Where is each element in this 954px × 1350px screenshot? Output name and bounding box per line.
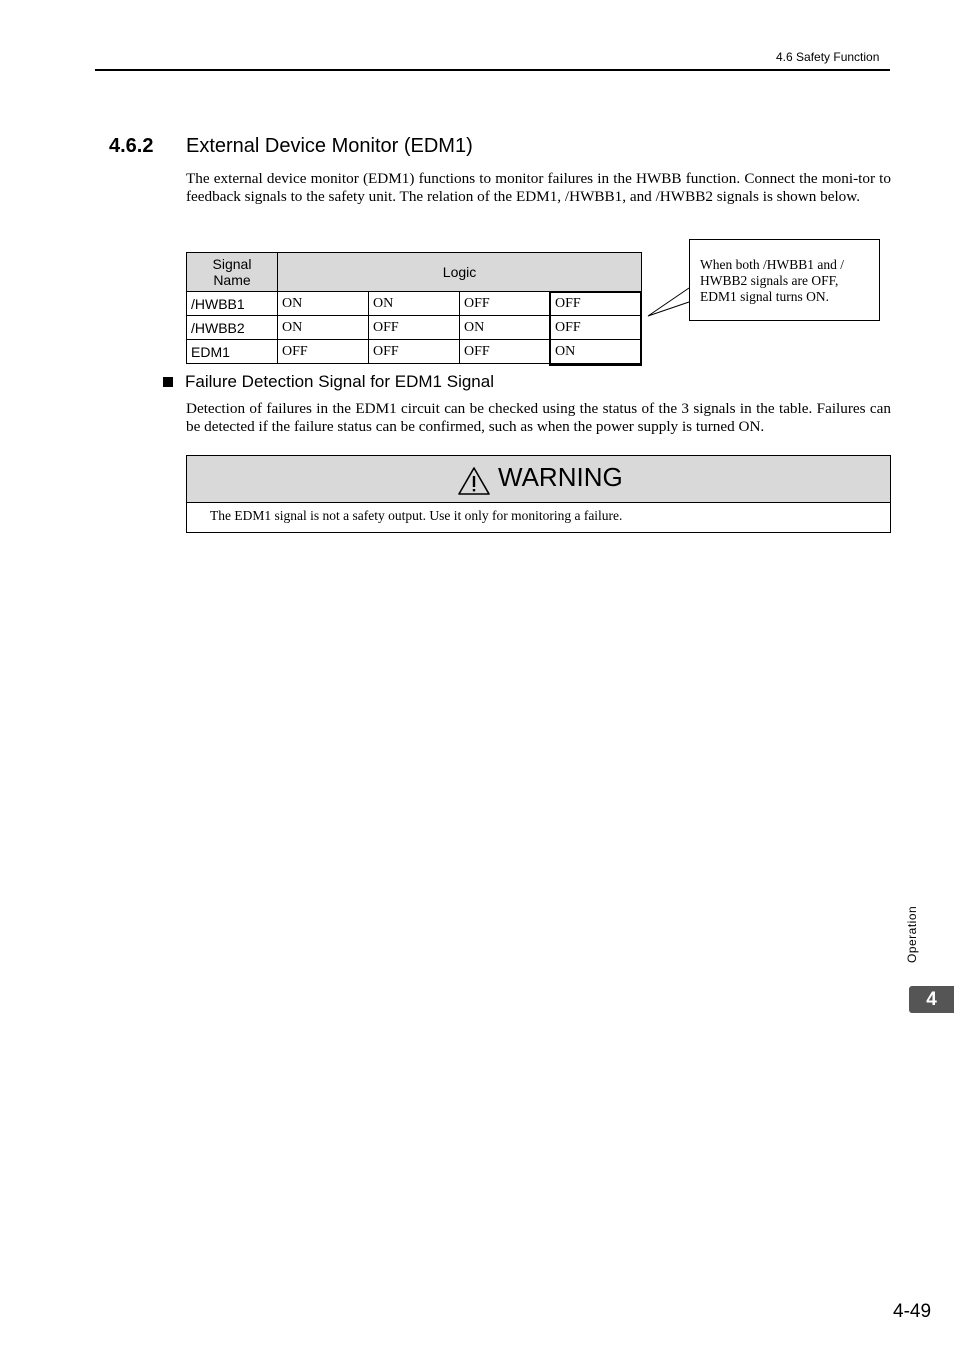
table-header-row: [187, 253, 642, 292]
side-section-label: Operation: [905, 905, 919, 963]
warning-box: [186, 455, 891, 533]
logic-cell: ON: [551, 340, 642, 364]
warning-title: WARNING: [498, 462, 623, 492]
signal-name-cell: /HWBB1: [187, 292, 278, 316]
square-bullet-icon: [163, 377, 173, 387]
subsection-title: Failure Detection Signal for EDM1 Signal: [185, 372, 494, 391]
logic-cell: ON: [278, 292, 369, 316]
intro-paragraph: The external device monitor (EDM1) functions to monitor failures in the HWBB function. Connect the moni-tor to feedback signals to the safety unit. The relation of the EDM1, /HWBB1, and /HWBB2 signals is shown below.: [186, 170, 891, 205]
logic-cell: OFF: [369, 316, 460, 340]
subsection-heading: [163, 372, 494, 392]
section-number: 4.6.2: [109, 135, 154, 157]
logic-cell: OFF: [278, 340, 369, 364]
warning-triangle-icon: [457, 466, 491, 496]
section-title: External Device Monitor (EDM1): [186, 135, 473, 157]
running-header: 4.6 Safety Function: [776, 50, 880, 64]
callout-note: When both /HWBB1 and / HWBB2 signals are OFF, EDM1 signal turns ON.: [689, 239, 880, 321]
header-signal-name: Signal Name: [187, 253, 278, 292]
signal-name-cell: EDM1: [187, 340, 278, 364]
logic-cell: OFF: [460, 340, 551, 364]
logic-cell: ON: [369, 292, 460, 316]
signal-name-cell: /HWBB2: [187, 316, 278, 340]
chapter-tab: 4: [909, 986, 954, 1013]
detection-paragraph: Detection of failures in the EDM1 circuit can be checked using the status of the 3 signals in the table. Failures can be detected if the failure status can be confirmed, such as when the power supply is turned ON.: [186, 400, 891, 435]
logic-cell: OFF: [460, 292, 551, 316]
logic-cell: OFF: [369, 340, 460, 364]
callout-pointer: [640, 280, 692, 320]
logic-cell: OFF: [551, 292, 642, 316]
header-rule: [95, 69, 890, 71]
header-logic: Logic: [278, 253, 642, 292]
page-number: 4-49: [893, 1301, 932, 1322]
warning-text: The EDM1 signal is not a safety output. Use it only for monitoring a failure.: [210, 508, 623, 523]
warning-header: [187, 456, 890, 503]
highlighted-column-box: [549, 291, 642, 366]
logic-cell: OFF: [551, 316, 642, 340]
logic-cell: ON: [278, 316, 369, 340]
logic-cell: ON: [460, 316, 551, 340]
